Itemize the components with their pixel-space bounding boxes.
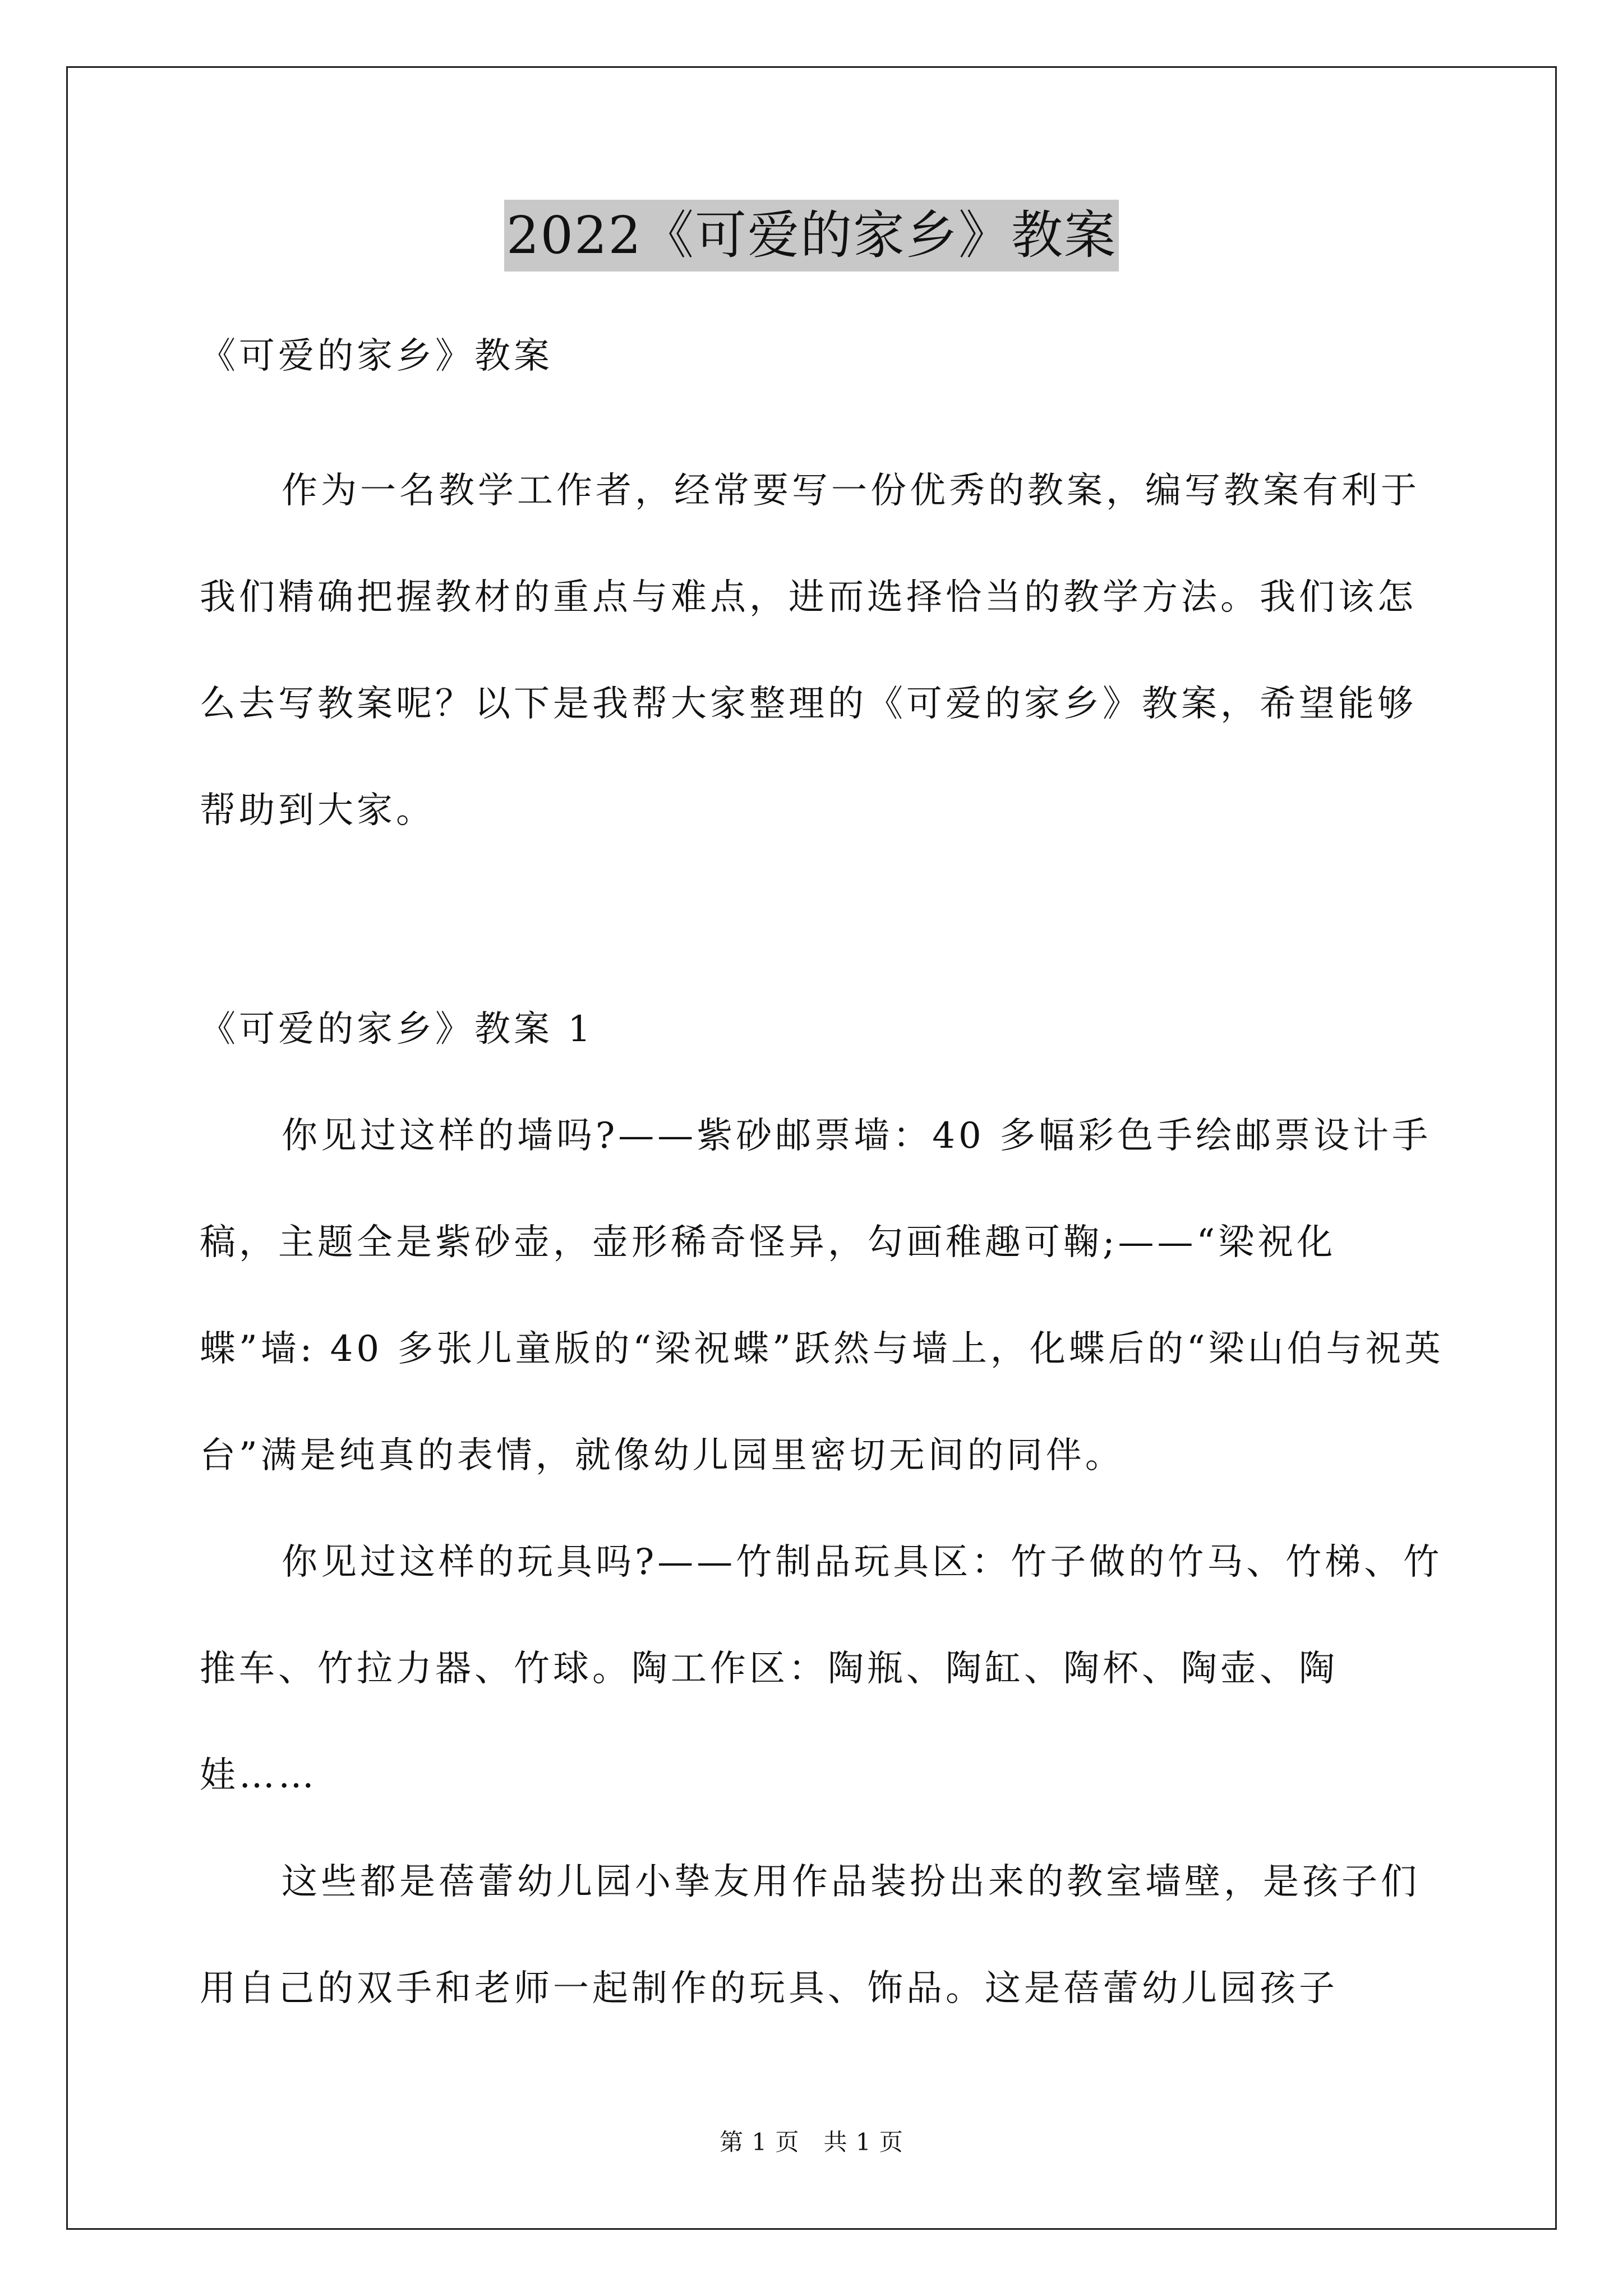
section-block xyxy=(200,976,1445,2042)
body-paragraph: 你见过这样的玩具吗?——竹制品玩具区：竹子做的竹马、竹梯、竹推车、竹拉力器、竹球。陶工作区：陶瓶、陶缸、陶杯、陶壶、陶娃…… xyxy=(200,1542,1443,1796)
section-heading: 《可爱的家乡》教案 1 xyxy=(200,1009,594,1050)
body-paragraph: 这些都是蓓蕾幼儿园小挚友用作品装扮出来的教室墙壁，是孩子们用自己的双手和老师一起制作的玩具、饰品。这是蓓蕾幼儿园孩子 xyxy=(200,1861,1420,2009)
intro-paragraph: 作为一名教学工作者，经常要写一份优秀的教案，编写教案有利于我们精确把握教材的重点与难点，进而选择恰当的教学方法。我们该怎么去写教案呢？以下是我帮大家整理的《可爱的家乡》教案，希望能够帮助到大家。 xyxy=(200,470,1420,831)
document-subtitle: 《可爱的家乡》教案 xyxy=(200,335,553,377)
intro-block xyxy=(200,438,1445,864)
title-container xyxy=(0,200,1623,272)
body-paragraph: 你见过这样的墙吗?——紫砂邮票墙：40 多幅彩色手绘邮票设计手稿，主题全是紫砂壶，壶形稀奇怪异，勾画稚趣可鞠;——“梁祝化蝶”墙: 40 多张儿童版的“梁祝蝶”跃然与墙上，化蝶后的“梁山伯与祝英台”满是纯真的表情，就像幼儿园里密切无间的同伴。 xyxy=(200,1115,1444,1476)
page-footer: 第 1 页 共 1 页 xyxy=(720,2128,903,2156)
document-title: 2022《可爱的家乡》教案 xyxy=(504,200,1119,272)
